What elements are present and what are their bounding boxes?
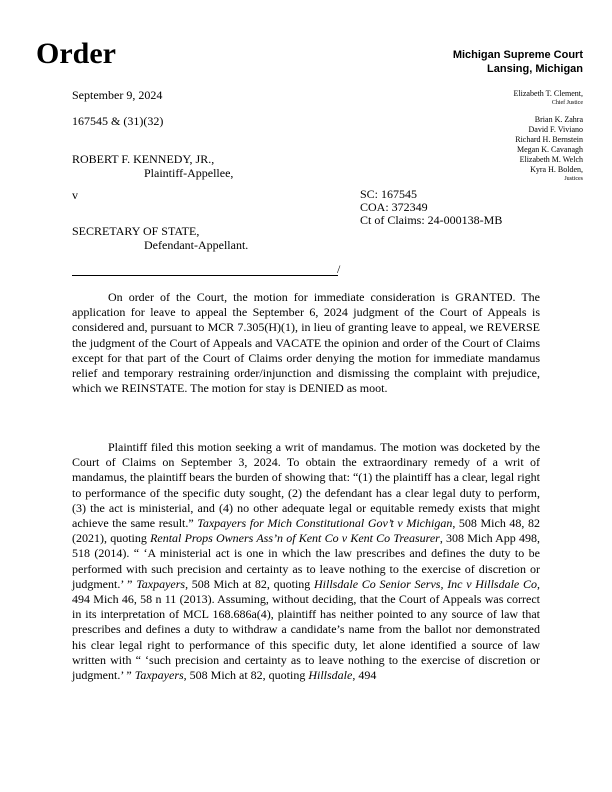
court-name: Michigan Supreme Court (452, 49, 583, 61)
claims-number: Ct of Claims: 24-000138-MB (360, 213, 503, 227)
paragraph-text: , 508 Mich 48, 82 (2021), quoting (72, 516, 540, 546)
case-citation: Hillsdale (308, 668, 353, 683)
justice-name: Elizabeth M. Welch (519, 155, 583, 164)
justice-name: Megan K. Cavanagh (517, 145, 583, 154)
defendant-role: Defendant-Appellant. (144, 238, 249, 252)
case-citation: Taxpayers (134, 668, 184, 683)
paragraph-text: , 494 (352, 668, 377, 683)
defendant-caption (72, 224, 248, 252)
versus: v (72, 188, 78, 202)
caption-slash: / (337, 262, 341, 276)
justices-title: Justices (564, 176, 583, 182)
paragraph-text: , 508 Mich at 82, quoting (185, 576, 315, 591)
justice-name: Brian K. Zahra (534, 115, 583, 124)
case-numbers (360, 188, 502, 227)
justice-name: David F. Viviano (528, 125, 583, 134)
chief-justice-title: Chief Justice (551, 100, 583, 106)
paragraph-text: , 308 Mich App 498, 518 (2014). “ ‘A ministerial act is one in which the law prescribes and defines the duty to be performed with such precision and certainty as to leave nothing to the exercise of discretion or judgment.’ ” (72, 531, 540, 591)
justice-name: Kyra H. Bolden, (530, 165, 583, 174)
chief-justice: Elizabeth T. Clement, (513, 89, 583, 98)
order-paragraph-1: On order of the Court, the motion for immediate consideration is GRANTED. The application for leave to appeal the September 6, 2024 judgment of the Court of Appeals is considered and, pursuant to MCR 7.305(H)(1), in lieu of granting leave to appeal, we REVERSE the judgment of the Court of Appeals and VACATE the opinion and order of the Court of Claims except for that part of the Court of Claims order denying the motion for immediate mandamus relief and temporary restraining order/injunction and dismissing the complaint with prejudice, which we REINSTATE. The motion for stay is DENIED as moot. (72, 290, 540, 396)
court-location: Lansing, Michigan (487, 63, 583, 75)
case-citation: Taxpayers for Mich Constitutional Gov’t v Michigan (197, 516, 453, 531)
paragraph-text: , 508 Mich at 82, quoting (183, 668, 309, 683)
order-date: September 9, 2024 (72, 88, 163, 102)
justice-name: Richard H. Bernstein (515, 135, 583, 144)
order-paragraph-2 (72, 440, 540, 683)
plaintiff-role: Plaintiff-Appellee, (144, 166, 234, 180)
plaintiff-caption (72, 152, 233, 180)
order-title: Order (36, 37, 116, 70)
defendant-name: SECRETARY OF STATE, (72, 224, 200, 238)
court-header (383, 48, 583, 76)
docket-number: 167545 & (31)(32) (72, 114, 164, 128)
paragraph-text: , 494 Mich 46, 58 n 11 (2013). Assuming, without deciding, that the Court of Appeals was correct in its interpretation of MCL 168.686a(4), plaintiff has neither pointed to any source of law that prescribes and defines a duty to withdraw a candidate’s name from the ballot nor demonstrated his clear legal right to performance of this specific duty, let alone identified a source of law written with “ ‘such precision and certainty as to leave nothing to the exercise of discretion or judgment.’ ” (72, 576, 540, 683)
coa-number: COA: 372349 (360, 200, 428, 214)
case-citation: Hillsdale Co Senior Servs, Inc v Hillsdale Co (314, 576, 537, 591)
justices-list (383, 89, 583, 183)
paragraph-text: Plaintiff filed this motion seeking a writ of mandamus. The motion was docketed by the Court of Claims on September 3, 2024. To obtain the extraordinary remedy of a writ of mandamus, the plaintiff bears the burden of showing that: “(1) the plaintiff has a clear, legal right to performance of the specific duty sought, (2) the defendant has a clear legal duty to perform, (3) the act is ministerial, and (4) no other adequate legal or equitable remedy exists that might achieve the same result.” (72, 440, 540, 531)
case-citation: Taxpayers (136, 576, 186, 591)
caption-rule (72, 275, 338, 276)
sc-number: SC: 167545 (360, 187, 418, 201)
plaintiff-name: ROBERT F. KENNEDY, JR., (72, 152, 215, 166)
case-citation: Rental Props Owners Ass’n of Kent Co v Kent Co Treasurer (150, 531, 440, 546)
